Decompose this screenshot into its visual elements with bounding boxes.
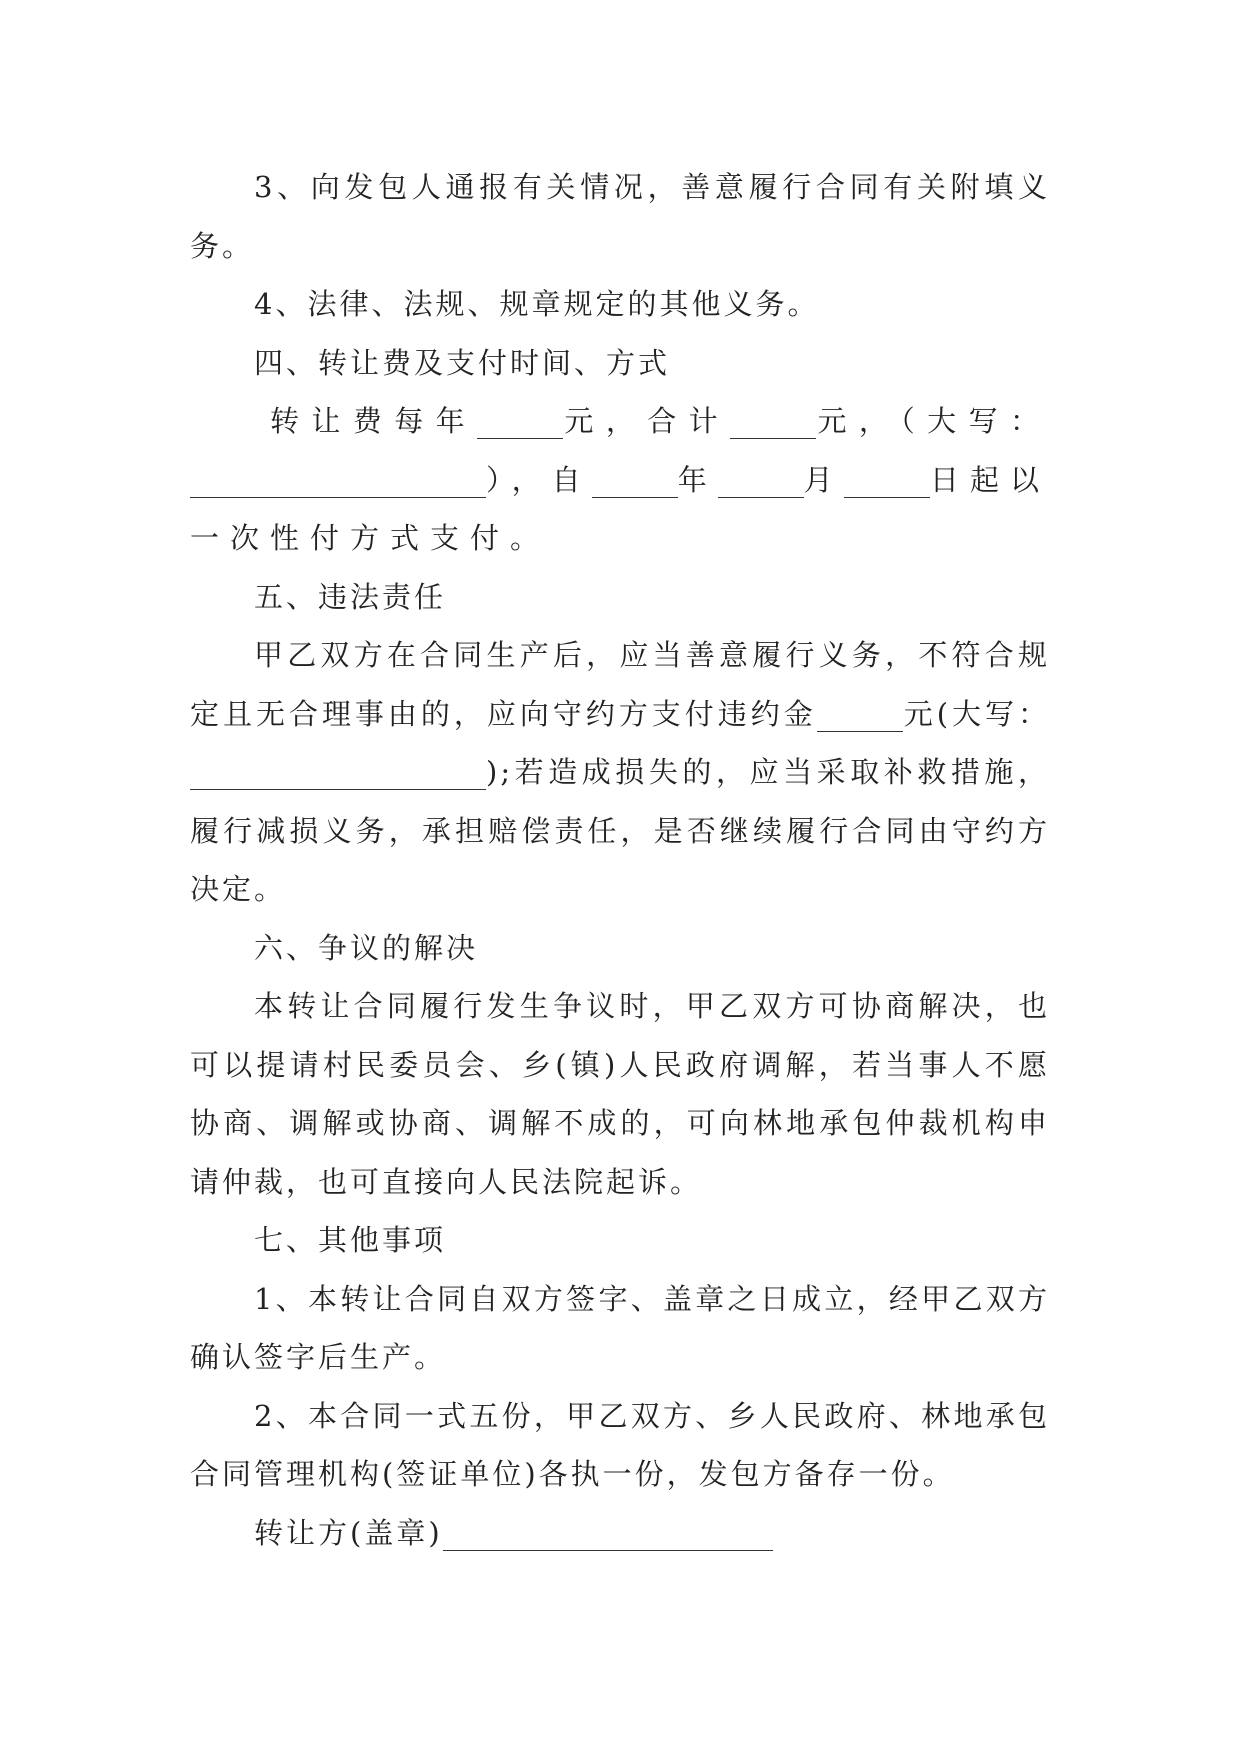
blank-capital-amount [190,467,486,498]
blank-year [592,467,678,498]
other-item-1: 1、本转让合同自双方签字、盖章之日成立，经甲乙双方确认签字后生产。 [190,1281,1050,1374]
section-heading-liability: 五、违法责任 [254,579,447,614]
blank-month [718,467,804,498]
blank-signature [443,1520,773,1551]
obligation-3: 3、向发包人通报有关情况，善意履行合同有关附填义务。 [190,170,1050,263]
document-body [190,158,1050,1562]
fee-text-annual: 转让费每年 [270,404,478,438]
fee-text-total: 元，合计 [563,404,731,438]
fee-text-day: 日起以一次性付方式支付。 [190,462,1050,555]
signature-line [190,1504,1050,1563]
fee-text-month: 月 [803,462,844,497]
fee-text-year: 年 [677,462,718,497]
liability-text-2: 元(大写： [902,696,1050,731]
blank-annual-fee [477,408,563,439]
blank-penalty-capital [190,759,486,790]
other-item-2: 2、本合同一式五份，甲乙双方、乡人民政府、林地承包合同管理机构(签证单位)各执一份，发包方备存一份。 [190,1398,1050,1491]
fee-text-from: ），自 [486,462,592,497]
fee-paragraph [190,392,1050,568]
obligation-4: 4、法律、法规、规章规定的其他义务。 [254,287,820,321]
liability-text-1: 甲乙双方在合同生产后，应当善意履行义务，不符合规定且无合理事由的，应向守约方支付违约金 [190,638,1050,731]
fee-text-capital: 元，（大写： [816,404,1050,438]
liability-paragraph [190,626,1050,919]
blank-total-fee [730,408,816,439]
dispute-paragraph: 本转让合同履行发生争议时，甲乙双方可协商解决，也可以提请村民委员会、乡(镇)人民政府调解，若当事人不愿协商、调解或协商、调解不成的，可向林地承包仲裁机构申请仲裁，也可直接向人民法院起诉。 [190,989,1050,1199]
section-heading-other: 七、其他事项 [254,1223,447,1257]
liability-text-3: );若造成损失的，应当采取补救措施，履行减损义务，承担赔偿责任，是否继续履行合同由守约方决定。 [190,755,1050,906]
blank-penalty-amount [817,701,903,732]
section-heading-fee: 四、转让费及支付时间、方式 [254,345,671,380]
blank-day [844,467,930,498]
signature-label: 转让方(盖章) [254,1515,443,1550]
section-heading-dispute: 六、争议的解决 [254,930,479,965]
